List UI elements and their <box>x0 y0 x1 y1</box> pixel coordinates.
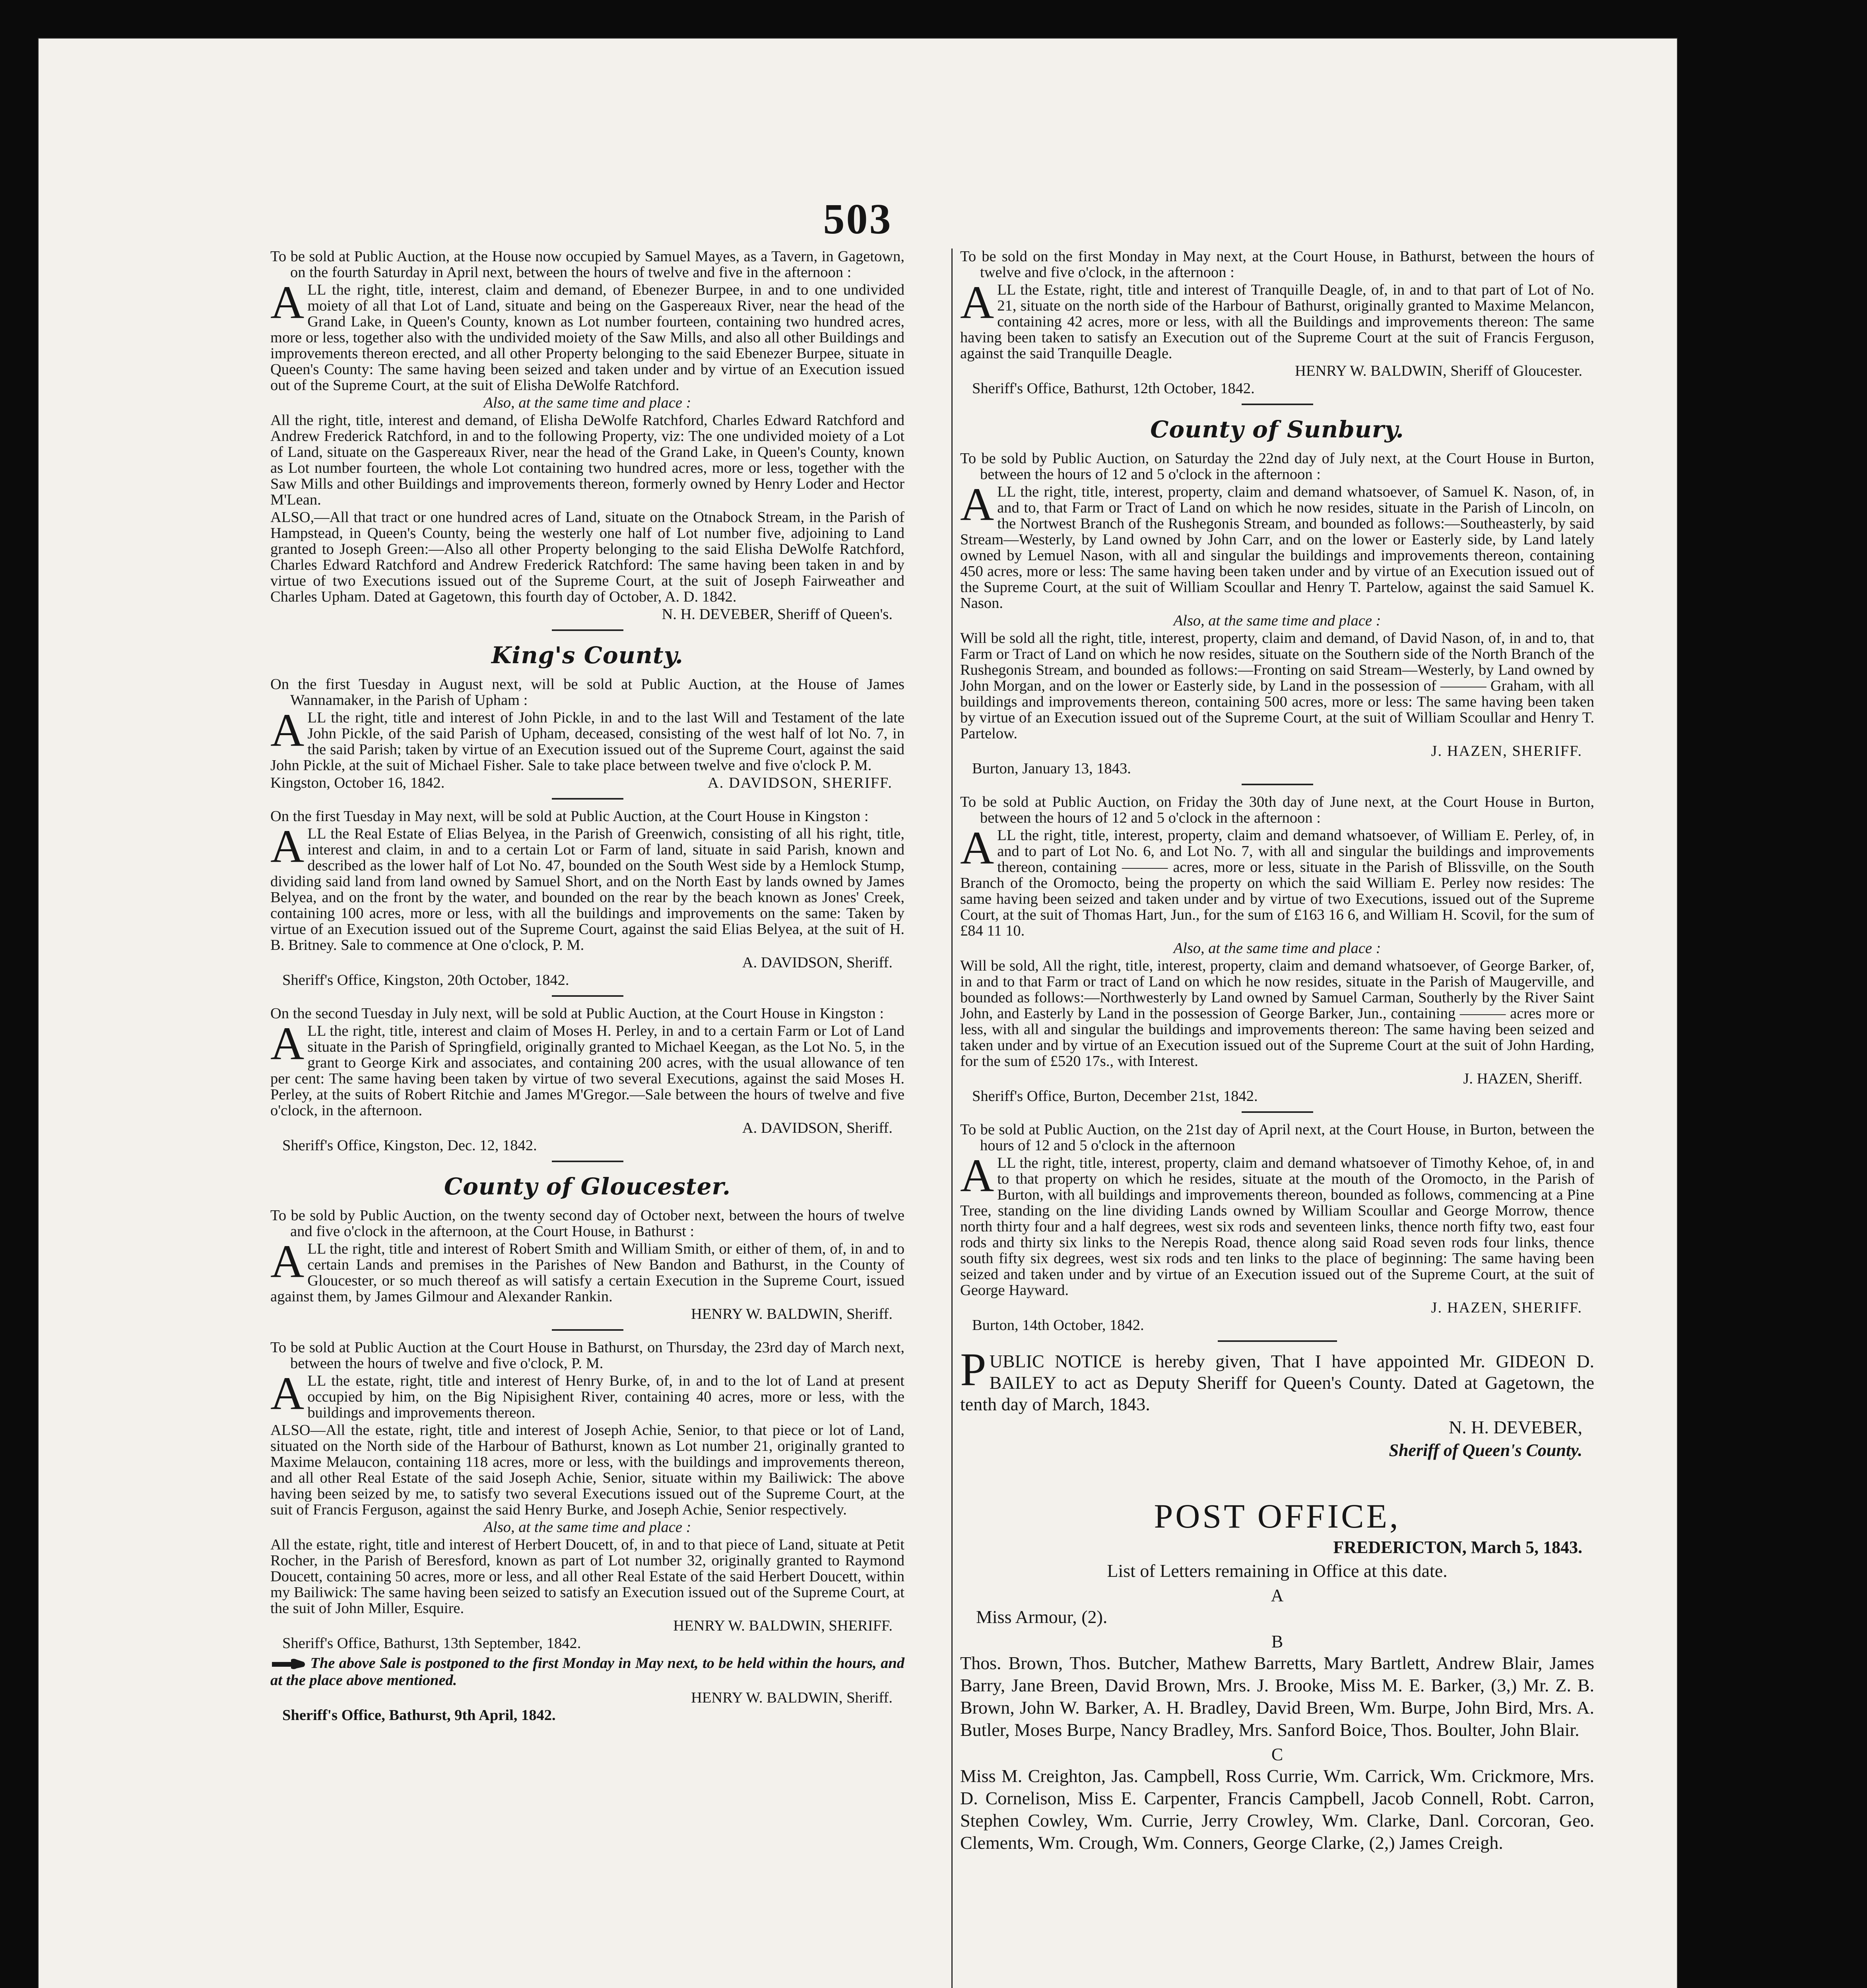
deagle-dateline: Sheriff's Office, Bathurst, 12th October, 1842. <box>972 380 1255 397</box>
sunbury-county-heading: County of Sunbury. <box>1150 416 1404 443</box>
newspaper-page <box>38 38 1678 1988</box>
doucett-signature: HENRY W. BALDWIN, SHERIFF. <box>673 1617 893 1634</box>
kehoe-notice <box>960 1149 1594 1299</box>
barker-signature: J. HAZEN, Sheriff. <box>1463 1070 1582 1087</box>
perley-auction-intro: On the second Tuesday in July next, will be sold at Public Auction, at the Court House in Kingston : <box>270 1005 884 1022</box>
deagle-text: LL the Estate, right, title and interest of Tranquille Deagle, of, in and to that part of Lot of No. 21, situate on the north side of the Harbour of Bathurst, originally granted to Maxime Melancon, containing 42 acres, more or less, with all the Buildings and improvements thereon: The same having been taken to satisfy an Execution out of the Supreme Court at the suit of Francis Ferguson, against the said Tranquille Deagle. <box>960 282 1594 362</box>
drop-cap: A <box>960 276 994 328</box>
burke-notice <box>270 1367 904 1421</box>
divider <box>552 1329 623 1331</box>
pickle-notice <box>270 704 904 774</box>
kehoe-signature: J. HAZEN, SHERIFF. <box>1431 1299 1582 1316</box>
post-office-subtitle: List of Letters remaining in Office at this date. <box>1107 1561 1448 1581</box>
drop-cap: A <box>960 1149 994 1202</box>
perley-notice <box>270 1017 904 1119</box>
postponed-dateline: Sheriff's Office, Bathurst, 9th April, 1842. <box>282 1707 556 1724</box>
smith-notice <box>270 1235 904 1305</box>
perley-dateline: Sheriff's Office, Kingston, Dec. 12, 1842. <box>282 1137 537 1154</box>
pointing-hand-icon <box>270 1656 306 1672</box>
right-column <box>960 248 1594 1854</box>
drop-cap: A <box>270 1367 305 1419</box>
drop-cap: P <box>960 1343 986 1396</box>
burpee-notice <box>270 276 904 394</box>
deputy-notice-text: UBLIC NOTICE is hereby given, That I have appointed Mr. GIDEON D. BAILEY to act as Deputy Sheriff for Queen's County. Dated at Gagetown, the tenth day of March, 1843. <box>960 1351 1594 1414</box>
otnabock-notice: ALSO,—All that tract or one hundred acres of Land, situate on the Otnabock Stream, in the Parish of Hampstead, in Queen's County, being the westerly one half of Lot number five, adjoining to Land granted to Joseph Green:—Also all other Property belonging to the said Elisha DeWolfe Ratchford, Charles Edward Ratchford and Andrew Frederick Ratchford: The same having been taken in and by virtue of two Executions issued out of the Supreme Court, at the suit of Joseph Fairweather and Charles Upham. Dated at Gagetown, this fourth day of October, A. D. 1842. <box>270 509 904 605</box>
achie-notice: ALSO—All the estate, right, title and interest of Joseph Achie, Senior, to that piece or lot of Land, situated on the North side of the Harbour of Bathurst, known as Lot number 21, originally granted to Maxime Melaucon, containing 118 acres, more or less, with the buildings and improvements thereon, and all other Real Estate of the said Joseph Achie, Senior, situate within my Bailiwick: The above having been seized by me, to satisfy two several Executions issued out of the Supreme Court, at the suit of Francis Ferguson, against the said Henry Burke, and Joseph Achie, Senior respectively. <box>270 1422 904 1518</box>
postponed-text: The above Sale is postponed to the first Monday in May next, to be held within the hours, and at the place above mentioned. <box>270 1655 904 1689</box>
deagle-auction-intro: To be sold on the first Monday in May next, at the Court House, in Bathurst, between the hours of twelve and five o'clock, in the afternoon : <box>960 248 1594 281</box>
pickle-dateline <box>270 775 904 791</box>
doucett-dateline: Sheriff's Office, Bathurst, 13th September, 1842. <box>282 1635 581 1652</box>
letters-c-list: Miss M. Creighton, Jas. Campbell, Ross Currie, Wm. Carrick, Wm. Crickmore, Mrs. D. Cornelison, Miss E. Carpenter, Francis Campbell, Jacob Connell, Robt. Carron, Stephen Cowley, Wm. Currie, Jerry Crowley, Wm. Clarke, Danl. Corcoran, Geo. Clements, Wm. Crough, Wm. Conners, George Clarke, (2,) James Creigh. <box>960 1766 1594 1853</box>
divider <box>552 995 623 997</box>
kehoe-text: LL the right, title, interest, property, claim and demand whatsoever of Timothy Kehoe, of, in and to that property on which he resides, situate at the mouth of the Oromocto, in the Parish of Burton, with all buildings and improvements thereon, bounded as follows, commencing at a Pine Tree, standing on the line dividing Lands owned by William Scoullar and George Morrow, thence north thirty four and a half degrees, west six rods and seventeen links, thence north fifty two, east four rods and thirty six links to the Nerepis Road, thence along said Road seven rods four links, thence south fifty six degrees, west six rods and ten links to the place of beginning: The same having been seized and taken under and by virtue of an Execution issued out of the Supreme Court, at the suit of George Hayward. <box>960 1155 1594 1299</box>
nason-text: LL the right, title, interest, property, claim and demand whatsoever, of Samuel K. Nason, of, in and to, that Farm or Tract of Land on which he now resides, situate in the Parish of Lincoln, on the Nortwest Branch of the Rushegonis Stream, and bounded as follows:—Southeasterly, by said Stream—Westerly, by Land owned by John Carr, and on the lower or Easterly side, by Land lately owned by Lemuel Nason, with all and singular the buildings and improvements thereon, containing 450 acres, more or less: The same having been taken under and by virtue of an Execution issued out of the Supreme Court, at the suit of William Scoullar and Henry T. Partelow, against the said Samuel K. Nason. <box>960 483 1594 612</box>
letter-heading-b: B <box>1271 1632 1283 1651</box>
pickle-signature: A. DAVIDSON, SHERIFF. <box>708 775 893 791</box>
wperley-text: LL the right, title, interest, property, claim and demand whatsoever, of William E. Perley, of, in and to part of Lot No. 6, and Lot No. 7, with all and singular the buildings and improvements thereon, containing ——— acres, more or less, situate in the Parish of Blissville, on the South Branch of the Oromocto, being the property on which the said William E. Perley now resides: The same having been seized and taken under and by virtue of two Executions, issued out of the Supreme Court, at the suit of Thomas Hart, Jun., for the sum of £163 16 6, and William H. Scovil, for the sum of £84 11 10. <box>960 827 1594 939</box>
pickle-date: Kingston, October 16, 1842. <box>270 775 445 791</box>
divider <box>1242 784 1313 785</box>
burpee-text: LL the right, title, interest, claim and demand, of Ebenezer Burpee, in and to one undivided moiety of all that Lot of Land, situate and being on the Gaspereaux River, near the head of the Grand Lake, in Queen's County, known as Lot number fourteen, containing two hundred acres, more or less, together also with the undivided moiety of the Saw Mills, and also all other Buildings and improvements thereon erected, and all other Property belonging to the said Ebenezer Burpee, situate in Queen's County: The same having been seized and taken under and by virtue of an Execution issued out of the Supreme Court, at the suit of Elisha DeWolfe Ratchford. <box>270 282 904 394</box>
also-same-time: Also, at the same time and place : <box>1173 940 1381 957</box>
letters-b-list: Thos. Brown, Thos. Butcher, Mathew Barretts, Mary Bartlett, Andrew Blair, James Barry, Jane Breen, David Brown, Mrs. J. Brooke, Miss M. E. Barker, (3,) Mr. Z. B. Brown, John W. Barker, A. H. Bradley, David Breen, Wm. Burpe, John Bird, Mrs. A. Butler, Moses Burpe, Nancy Bradley, Mrs. Sanford Boice, Thos. Boulter, John Blair. <box>960 1653 1594 1740</box>
drop-cap: A <box>270 1235 305 1287</box>
kehoe-auction-intro: To be sold at Public Auction, on the 21st day of April next, at the Court House, in Burton, between the hours of 12 and 5 o'clock in the afternoon <box>960 1121 1594 1154</box>
post-office-title: POST OFFICE, <box>1154 1497 1401 1535</box>
mayes-auction-intro: To be sold at Public Auction, at the House now occupied by Samuel Mayes, as a Tavern, in Gagetown, on the fourth Saturday in April next, between the hours of twelve and five in the afternoon : <box>270 248 904 281</box>
divider <box>1218 1340 1337 1342</box>
drop-cap: A <box>270 1017 305 1070</box>
divider <box>552 629 623 631</box>
kings-county-heading: King's County. <box>491 642 683 669</box>
doucett-notice: All the estate, right, title and interest of Herbert Doucett, of, in and to that piece of Land, situate at Petit Rocher, in the Parish of Beresford, known as part of Lot number 32, originally granted to Raymond Doucett, containing 50 acres, more or less, and all other Real Estate of the said Herbert Doucett, within my Bailiwick: The same having been seized to satisfy an Execution issued out of the Supreme Court, at the suit of John Miller, Esquire. <box>270 1536 904 1617</box>
smith-auction-intro: To be sold by Public Auction, on the twenty second day of October next, between the hours of twelve and five o'clock in the afternoon, at the Court House, in Bathurst : <box>270 1207 904 1240</box>
letter-heading-c: C <box>1271 1745 1283 1764</box>
also-same-time: Also, at the same time and place : <box>1173 612 1381 629</box>
belyea-auction-intro: On the first Tuesday in May next, will be sold at Public Auction, at the Court House in Kingston : <box>270 808 869 825</box>
belyea-notice <box>270 820 904 953</box>
burke-text: LL the estate, right, title and interest of Henry Burke, of, in and to the lot of Land at present occupied by him, on the Big Nipisighent River, containing 40 acres, more or less, with the buildings and improvements thereon. <box>307 1373 904 1421</box>
divider <box>1242 1111 1313 1113</box>
belyea-signature: A. DAVIDSON, Sheriff. <box>742 954 893 971</box>
divider <box>552 1161 623 1162</box>
burke-auction-intro: To be sold at Public Auction at the Court House in Bathurst, on Thursday, the 23rd day of March next, between the hours of twelve and five o'clock, P. M. <box>270 1339 904 1372</box>
notice-signature: N. H. DEVEBER, <box>1448 1417 1582 1437</box>
drop-cap: A <box>960 478 994 530</box>
left-column <box>270 248 904 1725</box>
smith-text: LL the right, title and interest of Robert Smith and William Smith, or either of them, of, in and to certain Lands and premises in the Parishes of New Bandon and Bathurst, in the County of Gloucester, or so much thereof as will satisfy a certain Execution in the Supreme Court, issued against them, by James Gilmour and Alexander Rankin. <box>270 1241 904 1305</box>
nason-notice <box>960 478 1594 612</box>
nason-dateline: Burton, January 13, 1843. <box>972 760 1131 777</box>
deputy-sheriff-notice <box>960 1343 1594 1415</box>
also-same-time: Also, at the same time and place : <box>483 1519 691 1536</box>
post-office-date: FREDERICTON, March 5, 1843. <box>1333 1538 1582 1557</box>
belyea-dateline: Sheriff's Office, Kingston, 20th October, 1842. <box>282 972 569 988</box>
drop-cap: A <box>270 704 305 756</box>
perley-signature: A. DAVIDSON, Sheriff. <box>742 1120 893 1136</box>
perley-text: LL the right, title, interest and claim of Moses H. Perley, in and to a certain Farm or Lot of Land situate in the Parish of Springfield, originally granted to Michael Keegan, as the Lot No. 5, in the grant to George Kirk and associates, and containing 200 acres, with the usual allowance of ten per cent: The same having been taken by virtue of two several Executions, against the said Moses H. Perley, at the suits of Robert Ritchie and James M'Gregor.—Sale between the hours of twelve and five o'clock, in the afternoon. <box>270 1023 904 1119</box>
drop-cap: A <box>960 822 994 874</box>
notice-signature-title: Sheriff of Queen's County. <box>1389 1441 1582 1460</box>
ratchford-notice: All the right, title, interest and demand, of Elisha DeWolfe Ratchford, Charles Edward Ratchford and Andrew Frederick Ratchford, in and to the following Property, viz: The one undivided moiety of a Lot of Land, situate on the Gaspereaux River, near the head of the Grand Lake, in Queen's County, known as Lot number fourteen, the whole Lot containing two hundred acres, more or less, together with the Saw Mills and other Buildings and improvements thereon, formerly owned by Henry Loder and Hector M'Lean. <box>270 412 904 508</box>
pickle-text: LL the right, title and interest of John Pickle, in and to the last Will and Testament of the late John Pickle, of the said Parish of Upham, deceased, consisting of the west half of lot No. 7, in the said Parish; taken by virtue of an Execution issued out of the Supreme Court, against the said John Pickle, at the suit of Michael Fisher. Sale to take place between twelve and five o'clock P. M. <box>270 709 904 774</box>
drop-cap: A <box>270 276 305 328</box>
drop-cap: A <box>270 820 305 872</box>
postponed-signature: HENRY W. BALDWIN, Sheriff. <box>691 1689 893 1706</box>
divider <box>552 798 623 800</box>
barker-dateline: Sheriff's Office, Burton, December 21st, 1842. <box>972 1088 1258 1105</box>
pickle-auction-intro: On the first Tuesday in August next, will be sold at Public Auction, at the House of James Wannamaker, in the Parish of Upham : <box>270 676 904 709</box>
barker-notice: Will be sold, All the right, title, interest, property, claim and demand whatsoever, of George Barker, of, in and to that Farm or tract of Land on which he now resides, situate in the Parish of Maugerville, and bounded as follows:—Northwesterly by Land owned by Samuel Carman, Southerly by the River Saint John, and Easterly by Land in the possession of George Barker, Jun., containing ——— acres more or less, with all and singular the buildings and improvements thereon: The same having been seized and taken under and by virtue of an Execution issued out of the Supreme Court at the suit of John Harding, for the sum of £520 17s., with Interest. <box>960 957 1594 1070</box>
letter-heading-a: A <box>1271 1586 1284 1605</box>
deagle-notice <box>960 276 1594 362</box>
column-divider <box>951 248 953 1988</box>
smith-signature: HENRY W. BALDWIN, Sheriff. <box>691 1306 893 1322</box>
divider <box>1242 404 1313 405</box>
page-number: 503 <box>823 196 893 243</box>
gloucester-county-heading: County of Gloucester. <box>444 1173 731 1200</box>
nason-auction-intro: To be sold by Public Auction, on Saturday the 22nd day of July next, at the Court House in Burton, between the hours of 12 and 5 o'clock in the afternoon : <box>960 450 1594 483</box>
letters-a-list: Miss Armour, (2). <box>976 1607 1108 1627</box>
also-same-time: Also, at the same time and place : <box>483 394 691 411</box>
deagle-signature: HENRY W. BALDWIN, Sheriff of Gloucester. <box>1295 363 1582 379</box>
wperley-notice <box>960 822 1594 939</box>
wperley-auction-intro: To be sold at Public Auction, on Friday the 30th day of June next, at the Court House in Burton, between the hours of 12 and 5 o'clock in the afternoon : <box>960 794 1594 826</box>
david-nason-notice: Will be sold all the right, title, interest, property, claim and demand, of David Nason, of, in and to, that Farm or Tract of Land on which he now resides, situate on the Southern side of the North Branch of the Rushegonis Stream, and bounded as follows:—Fronting on said Stream—Westerly, by Land owned by John Morgan, and on the lower or Easterly side, by Land in the possession of ——— Graham, with all buildings and improvements thereon, containing 500 acres, more or less: The same having been taken by virtue of an Execution issued out of the Supreme Court, at the suit of William Scoullar and Henry T. Partelow. <box>960 630 1594 742</box>
deveber-signature: N. H. DEVEBER, Sheriff of Queen's. <box>662 606 893 623</box>
belyea-text: LL the Real Estate of Elias Belyea, in the Parish of Greenwich, consisting of all his right, title, interest and claim, in and to a certain Lot or Farm of land, situate in said Parish, known and described as the lower half of Lot No. 47, bounded on the South West side by a Hemlock Stump, dividing said land from land owned by Samuel Short, and on the North East by lands owned by James Belyea, and on the front by the water, and bounded on the rear by the beach known as Jones' Creek, containing 100 acres, more or less, with all the buildings and improvements on the same: Taken by virtue of an Execution issued out of the Supreme Court, against the said Elias Belyea, at the suit of H. B. Britney. Sale to commence at One o'clock, P. M. <box>270 825 904 953</box>
kehoe-dateline: Burton, 14th October, 1842. <box>972 1317 1144 1334</box>
postponed-notice <box>270 1655 904 1688</box>
nason-signature: J. HAZEN, SHERIFF. <box>1431 743 1582 759</box>
